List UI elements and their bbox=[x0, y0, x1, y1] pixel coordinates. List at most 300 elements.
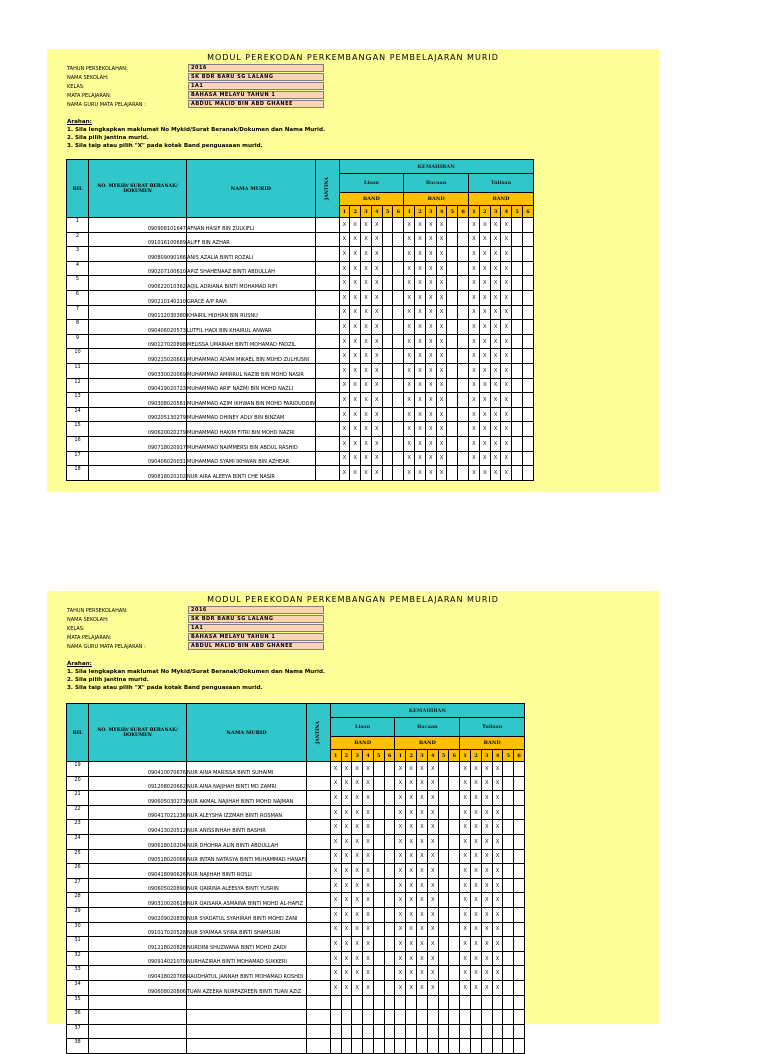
cell-band[interactable]: X bbox=[481, 980, 492, 995]
cell-band[interactable] bbox=[395, 995, 406, 1010]
cell-band[interactable]: X bbox=[350, 218, 361, 233]
cell-band[interactable]: X bbox=[341, 878, 352, 893]
cell-band[interactable]: X bbox=[395, 980, 406, 995]
cell-band[interactable]: X bbox=[425, 349, 436, 364]
cell-band[interactable]: X bbox=[371, 305, 382, 320]
cell-band[interactable] bbox=[492, 995, 503, 1010]
cell-band[interactable]: X bbox=[427, 980, 438, 995]
cell-band[interactable]: X bbox=[417, 791, 428, 806]
cell-band[interactable] bbox=[393, 232, 404, 247]
cell-band[interactable] bbox=[447, 466, 458, 481]
cell-band[interactable]: X bbox=[425, 232, 436, 247]
cell-band[interactable]: X bbox=[490, 436, 501, 451]
cell-band[interactable]: X bbox=[479, 290, 490, 305]
cell-band[interactable] bbox=[512, 466, 523, 481]
cell-band[interactable] bbox=[458, 305, 469, 320]
cell-band[interactable]: X bbox=[404, 407, 415, 422]
cell-band[interactable]: X bbox=[404, 349, 415, 364]
cell-band[interactable]: X bbox=[492, 864, 503, 879]
cell-band[interactable]: X bbox=[427, 791, 438, 806]
cell-band[interactable] bbox=[447, 422, 458, 437]
cell-band[interactable]: X bbox=[371, 451, 382, 466]
cell-band[interactable] bbox=[458, 422, 469, 437]
cell-band[interactable] bbox=[447, 349, 458, 364]
cell-band[interactable]: X bbox=[339, 407, 350, 422]
cell-mykid[interactable]: 090418020768 bbox=[89, 966, 187, 981]
cell-band[interactable] bbox=[447, 305, 458, 320]
cell-band[interactable] bbox=[503, 834, 514, 849]
cell-band[interactable]: X bbox=[361, 305, 372, 320]
cell-band[interactable] bbox=[393, 436, 404, 451]
cell-band[interactable] bbox=[523, 305, 534, 320]
cell-band[interactable]: X bbox=[501, 422, 512, 437]
info-value-sekolah[interactable]: SK BDR BARU SG LALANG bbox=[188, 615, 324, 623]
cell-band[interactable] bbox=[503, 864, 514, 879]
cell-band[interactable]: X bbox=[339, 451, 350, 466]
cell-band[interactable]: X bbox=[371, 466, 382, 481]
cell-band[interactable]: X bbox=[341, 762, 352, 777]
cell-band[interactable]: X bbox=[352, 834, 363, 849]
cell-band[interactable]: X bbox=[415, 349, 426, 364]
cell-band[interactable] bbox=[438, 1039, 449, 1054]
cell-mykid[interactable]: 090818020202 bbox=[89, 466, 187, 481]
cell-band[interactable]: X bbox=[471, 893, 482, 908]
cell-band[interactable] bbox=[438, 805, 449, 820]
cell-band[interactable]: X bbox=[415, 334, 426, 349]
cell-nama[interactable]: GRACE A/P RAVI bbox=[187, 290, 316, 305]
cell-band[interactable]: X bbox=[469, 407, 480, 422]
cell-band[interactable] bbox=[438, 922, 449, 937]
cell-nama[interactable]: NUR AINA MARISSA BINTI SUHAIMI bbox=[187, 762, 307, 777]
cell-band[interactable]: X bbox=[361, 276, 372, 291]
cell-band[interactable]: X bbox=[415, 276, 426, 291]
cell-band[interactable]: X bbox=[501, 247, 512, 262]
cell-band[interactable] bbox=[393, 320, 404, 335]
cell-band[interactable]: X bbox=[425, 422, 436, 437]
cell-band[interactable]: X bbox=[469, 232, 480, 247]
cell-band[interactable] bbox=[471, 1024, 482, 1039]
cell-band[interactable]: X bbox=[350, 320, 361, 335]
cell-band[interactable]: X bbox=[490, 261, 501, 276]
cell-band[interactable] bbox=[447, 451, 458, 466]
cell-nama[interactable]: MUHAMMAD ARIF NAZMI BIN MOHD NAZLI bbox=[187, 378, 316, 393]
cell-band[interactable] bbox=[373, 864, 384, 879]
cell-band[interactable]: X bbox=[404, 334, 415, 349]
cell-band[interactable]: X bbox=[406, 791, 417, 806]
cell-band[interactable]: X bbox=[330, 966, 341, 981]
cell-band[interactable] bbox=[438, 1024, 449, 1039]
cell-band[interactable]: X bbox=[406, 878, 417, 893]
cell-band[interactable]: X bbox=[492, 893, 503, 908]
cell-band[interactable] bbox=[393, 363, 404, 378]
cell-nama[interactable] bbox=[187, 1024, 307, 1039]
cell-band[interactable] bbox=[384, 849, 395, 864]
cell-mykid[interactable]: 091017020528 bbox=[89, 922, 187, 937]
cell-band[interactable]: X bbox=[501, 466, 512, 481]
cell-band[interactable] bbox=[523, 451, 534, 466]
cell-band[interactable]: X bbox=[341, 893, 352, 908]
cell-nama[interactable]: NUR SYADATUL SYAHIRAH BINTI MOHD ZANI bbox=[187, 907, 307, 922]
cell-band[interactable]: X bbox=[471, 849, 482, 864]
cell-band[interactable]: X bbox=[341, 864, 352, 879]
cell-nama[interactable]: NUR AIRA ALEEYA BINTI CHE NASIR bbox=[187, 466, 316, 481]
cell-band[interactable] bbox=[512, 218, 523, 233]
cell-mykid[interactable]: 090310020618 bbox=[89, 893, 187, 908]
cell-band[interactable] bbox=[447, 247, 458, 262]
cell-band[interactable]: X bbox=[501, 276, 512, 291]
cell-band[interactable]: X bbox=[425, 466, 436, 481]
cell-jantina[interactable] bbox=[306, 966, 330, 981]
cell-band[interactable]: X bbox=[492, 776, 503, 791]
cell-band[interactable] bbox=[523, 320, 534, 335]
cell-band[interactable] bbox=[382, 261, 393, 276]
cell-band[interactable] bbox=[363, 1024, 374, 1039]
cell-band[interactable]: X bbox=[417, 849, 428, 864]
cell-band[interactable]: X bbox=[361, 247, 372, 262]
cell-jantina[interactable] bbox=[306, 864, 330, 879]
cell-band[interactable]: X bbox=[371, 407, 382, 422]
cell-band[interactable]: X bbox=[339, 247, 350, 262]
cell-band[interactable] bbox=[471, 1039, 482, 1054]
cell-jantina[interactable] bbox=[315, 232, 339, 247]
cell-band[interactable]: X bbox=[371, 334, 382, 349]
cell-band[interactable]: X bbox=[404, 422, 415, 437]
cell-band[interactable]: X bbox=[350, 247, 361, 262]
cell-band[interactable] bbox=[458, 247, 469, 262]
cell-band[interactable] bbox=[503, 805, 514, 820]
cell-band[interactable]: X bbox=[350, 232, 361, 247]
cell-band[interactable]: X bbox=[469, 261, 480, 276]
cell-band[interactable]: X bbox=[352, 907, 363, 922]
cell-band[interactable] bbox=[481, 995, 492, 1010]
cell-band[interactable]: X bbox=[395, 864, 406, 879]
cell-band[interactable] bbox=[514, 791, 525, 806]
cell-band[interactable] bbox=[512, 334, 523, 349]
cell-band[interactable]: X bbox=[339, 422, 350, 437]
cell-band[interactable]: X bbox=[406, 980, 417, 995]
cell-band[interactable]: X bbox=[436, 451, 447, 466]
cell-band[interactable] bbox=[449, 820, 460, 835]
cell-band[interactable]: X bbox=[363, 907, 374, 922]
cell-band[interactable] bbox=[393, 261, 404, 276]
cell-band[interactable]: X bbox=[341, 980, 352, 995]
cell-band[interactable] bbox=[458, 320, 469, 335]
cell-band[interactable]: X bbox=[330, 937, 341, 952]
cell-band[interactable]: X bbox=[490, 247, 501, 262]
cell-jantina[interactable] bbox=[306, 907, 330, 922]
cell-jantina[interactable] bbox=[315, 363, 339, 378]
cell-band[interactable] bbox=[512, 407, 523, 422]
cell-band[interactable] bbox=[373, 762, 384, 777]
cell-band[interactable]: X bbox=[425, 218, 436, 233]
cell-band[interactable]: X bbox=[427, 966, 438, 981]
cell-band[interactable]: X bbox=[371, 290, 382, 305]
cell-mykid[interactable] bbox=[89, 995, 187, 1010]
cell-band[interactable]: X bbox=[492, 834, 503, 849]
cell-band[interactable]: X bbox=[352, 951, 363, 966]
cell-band[interactable]: X bbox=[339, 261, 350, 276]
cell-band[interactable]: X bbox=[492, 820, 503, 835]
cell-band[interactable] bbox=[512, 349, 523, 364]
cell-jantina[interactable] bbox=[306, 893, 330, 908]
cell-jantina[interactable] bbox=[306, 995, 330, 1010]
cell-band[interactable]: X bbox=[490, 305, 501, 320]
cell-band[interactable] bbox=[352, 1024, 363, 1039]
cell-band[interactable]: X bbox=[330, 864, 341, 879]
cell-band[interactable]: X bbox=[427, 893, 438, 908]
cell-band[interactable] bbox=[503, 820, 514, 835]
cell-band[interactable] bbox=[523, 363, 534, 378]
cell-jantina[interactable] bbox=[315, 466, 339, 481]
cell-mykid[interactable]: 090308020561 bbox=[89, 393, 187, 408]
cell-band[interactable]: X bbox=[395, 762, 406, 777]
cell-band[interactable]: X bbox=[363, 980, 374, 995]
cell-band[interactable]: X bbox=[436, 276, 447, 291]
cell-band[interactable] bbox=[393, 349, 404, 364]
cell-band[interactable] bbox=[382, 451, 393, 466]
cell-band[interactable]: X bbox=[350, 363, 361, 378]
cell-band[interactable]: X bbox=[415, 290, 426, 305]
cell-band[interactable]: X bbox=[339, 378, 350, 393]
cell-band[interactable] bbox=[447, 290, 458, 305]
cell-band[interactable]: X bbox=[406, 849, 417, 864]
cell-band[interactable]: X bbox=[427, 820, 438, 835]
cell-band[interactable]: X bbox=[469, 363, 480, 378]
cell-band[interactable]: X bbox=[427, 922, 438, 937]
cell-mykid[interactable]: 090605030273 bbox=[89, 791, 187, 806]
cell-band[interactable]: X bbox=[479, 247, 490, 262]
cell-band[interactable]: X bbox=[371, 247, 382, 262]
cell-band[interactable]: X bbox=[479, 334, 490, 349]
cell-band[interactable] bbox=[512, 320, 523, 335]
cell-band[interactable]: X bbox=[350, 290, 361, 305]
cell-band[interactable] bbox=[514, 980, 525, 995]
cell-mykid[interactable]: 090112030380 bbox=[89, 305, 187, 320]
cell-band[interactable]: X bbox=[350, 261, 361, 276]
cell-band[interactable]: X bbox=[490, 276, 501, 291]
cell-band[interactable] bbox=[373, 937, 384, 952]
cell-band[interactable] bbox=[393, 218, 404, 233]
cell-band[interactable] bbox=[447, 378, 458, 393]
cell-band[interactable] bbox=[373, 966, 384, 981]
cell-band[interactable] bbox=[458, 261, 469, 276]
cell-band[interactable] bbox=[514, 762, 525, 777]
cell-band[interactable] bbox=[458, 407, 469, 422]
cell-band[interactable]: X bbox=[427, 805, 438, 820]
cell-band[interactable]: X bbox=[330, 791, 341, 806]
cell-band[interactable]: X bbox=[395, 834, 406, 849]
cell-band[interactable] bbox=[447, 363, 458, 378]
cell-band[interactable]: X bbox=[404, 466, 415, 481]
cell-band[interactable] bbox=[523, 261, 534, 276]
cell-nama[interactable] bbox=[187, 1010, 307, 1025]
cell-band[interactable]: X bbox=[363, 762, 374, 777]
cell-nama[interactable]: AQIL ADRIANA BINTI MOHAMAD RIFI bbox=[187, 276, 316, 291]
cell-band[interactable]: X bbox=[490, 290, 501, 305]
cell-band[interactable] bbox=[438, 980, 449, 995]
cell-band[interactable]: X bbox=[469, 436, 480, 451]
cell-band[interactable]: X bbox=[341, 791, 352, 806]
cell-band[interactable]: X bbox=[460, 878, 471, 893]
cell-band[interactable]: X bbox=[330, 922, 341, 937]
cell-band[interactable] bbox=[523, 334, 534, 349]
cell-band[interactable]: X bbox=[490, 378, 501, 393]
cell-band[interactable]: X bbox=[427, 937, 438, 952]
cell-band[interactable] bbox=[523, 407, 534, 422]
cell-band[interactable] bbox=[503, 995, 514, 1010]
cell-band[interactable] bbox=[458, 349, 469, 364]
cell-mykid[interactable]: 090209020830 bbox=[89, 907, 187, 922]
cell-band[interactable]: X bbox=[501, 290, 512, 305]
cell-band[interactable]: X bbox=[460, 864, 471, 879]
cell-band[interactable] bbox=[393, 247, 404, 262]
cell-band[interactable]: X bbox=[404, 436, 415, 451]
cell-band[interactable]: X bbox=[350, 422, 361, 437]
cell-band[interactable]: X bbox=[361, 436, 372, 451]
cell-band[interactable] bbox=[382, 247, 393, 262]
cell-band[interactable]: X bbox=[471, 907, 482, 922]
cell-band[interactable]: X bbox=[436, 378, 447, 393]
cell-band[interactable] bbox=[503, 922, 514, 937]
cell-nama[interactable]: NUR SYAIMAA SYIRA BINTI SHAMSURI bbox=[187, 922, 307, 937]
cell-band[interactable]: X bbox=[490, 334, 501, 349]
cell-band[interactable]: X bbox=[492, 762, 503, 777]
cell-band[interactable]: X bbox=[471, 878, 482, 893]
cell-band[interactable]: X bbox=[469, 349, 480, 364]
cell-band[interactable]: X bbox=[371, 218, 382, 233]
cell-jantina[interactable] bbox=[306, 762, 330, 777]
cell-band[interactable] bbox=[417, 1039, 428, 1054]
cell-band[interactable]: X bbox=[371, 320, 382, 335]
cell-band[interactable]: X bbox=[471, 820, 482, 835]
cell-band[interactable]: X bbox=[339, 436, 350, 451]
cell-mykid[interactable]: 090413020512 bbox=[89, 820, 187, 835]
cell-band[interactable]: X bbox=[490, 320, 501, 335]
cell-band[interactable]: X bbox=[371, 261, 382, 276]
cell-band[interactable]: X bbox=[395, 791, 406, 806]
cell-band[interactable]: X bbox=[341, 922, 352, 937]
cell-nama[interactable]: MUHAMMAD DHINEY ADLY BIN BINZAM bbox=[187, 407, 316, 422]
cell-band[interactable] bbox=[514, 907, 525, 922]
cell-band[interactable]: X bbox=[417, 907, 428, 922]
cell-band[interactable]: X bbox=[339, 305, 350, 320]
cell-jantina[interactable] bbox=[315, 320, 339, 335]
cell-mykid[interactable]: 090618010204 bbox=[89, 834, 187, 849]
cell-band[interactable] bbox=[523, 378, 534, 393]
cell-band[interactable] bbox=[447, 276, 458, 291]
cell-band[interactable]: X bbox=[479, 305, 490, 320]
cell-band[interactable]: X bbox=[490, 451, 501, 466]
cell-band[interactable]: X bbox=[481, 966, 492, 981]
cell-nama[interactable]: NUR INTAN NATASYA BINTI MUHAMMAD HANAFI bbox=[187, 849, 307, 864]
cell-band[interactable]: X bbox=[363, 937, 374, 952]
cell-band[interactable] bbox=[438, 834, 449, 849]
cell-band[interactable]: X bbox=[501, 378, 512, 393]
cell-nama[interactable]: NURHAZIRAH BINTI MOHAMAD SUKKERI bbox=[187, 951, 307, 966]
cell-band[interactable] bbox=[492, 1024, 503, 1039]
cell-band[interactable]: X bbox=[361, 451, 372, 466]
cell-nama[interactable]: NUR ALEYSHA IZZMAH BINTI ROSMAN bbox=[187, 805, 307, 820]
cell-jantina[interactable] bbox=[306, 1024, 330, 1039]
cell-band[interactable]: X bbox=[330, 820, 341, 835]
cell-band[interactable] bbox=[449, 762, 460, 777]
cell-jantina[interactable] bbox=[315, 276, 339, 291]
cell-jantina[interactable] bbox=[306, 776, 330, 791]
cell-band[interactable] bbox=[363, 995, 374, 1010]
cell-band[interactable] bbox=[458, 393, 469, 408]
cell-band[interactable]: X bbox=[363, 893, 374, 908]
cell-band[interactable]: X bbox=[417, 966, 428, 981]
cell-band[interactable]: X bbox=[350, 334, 361, 349]
cell-nama[interactable]: ANIS AZALIA BINTI ROZALI bbox=[187, 247, 316, 262]
cell-band[interactable]: X bbox=[361, 378, 372, 393]
cell-band[interactable]: X bbox=[395, 893, 406, 908]
cell-band[interactable]: X bbox=[427, 864, 438, 879]
cell-band[interactable] bbox=[503, 1010, 514, 1025]
cell-nama[interactable]: TUAN AZEERA NURFAZREEN BINTI TUAN AZIZ bbox=[187, 980, 307, 995]
cell-band[interactable]: X bbox=[406, 805, 417, 820]
cell-band[interactable]: X bbox=[350, 393, 361, 408]
cell-band[interactable]: X bbox=[350, 466, 361, 481]
cell-band[interactable]: X bbox=[339, 334, 350, 349]
cell-band[interactable]: X bbox=[427, 762, 438, 777]
cell-band[interactable] bbox=[382, 276, 393, 291]
cell-band[interactable]: X bbox=[395, 922, 406, 937]
cell-band[interactable]: X bbox=[352, 762, 363, 777]
cell-band[interactable] bbox=[393, 290, 404, 305]
cell-band[interactable] bbox=[373, 907, 384, 922]
cell-band[interactable]: X bbox=[395, 966, 406, 981]
cell-band[interactable] bbox=[330, 1024, 341, 1039]
cell-band[interactable] bbox=[523, 290, 534, 305]
cell-band[interactable]: X bbox=[330, 849, 341, 864]
cell-band[interactable] bbox=[481, 1010, 492, 1025]
cell-band[interactable] bbox=[384, 864, 395, 879]
cell-band[interactable]: X bbox=[361, 363, 372, 378]
cell-band[interactable]: X bbox=[469, 422, 480, 437]
cell-band[interactable] bbox=[514, 776, 525, 791]
cell-band[interactable]: X bbox=[492, 980, 503, 995]
cell-jantina[interactable] bbox=[306, 1039, 330, 1054]
cell-band[interactable] bbox=[393, 466, 404, 481]
cell-mykid[interactable]: 090410070676 bbox=[89, 762, 187, 777]
cell-band[interactable]: X bbox=[339, 393, 350, 408]
cell-band[interactable] bbox=[352, 995, 363, 1010]
cell-band[interactable]: X bbox=[330, 776, 341, 791]
cell-band[interactable]: X bbox=[501, 349, 512, 364]
cell-mykid[interactable]: 090207100610 bbox=[89, 261, 187, 276]
cell-band[interactable] bbox=[523, 232, 534, 247]
cell-band[interactable] bbox=[460, 1024, 471, 1039]
cell-band[interactable]: X bbox=[395, 937, 406, 952]
cell-band[interactable]: X bbox=[479, 436, 490, 451]
cell-band[interactable]: X bbox=[492, 951, 503, 966]
cell-band[interactable]: X bbox=[352, 966, 363, 981]
cell-band[interactable]: X bbox=[436, 407, 447, 422]
cell-mykid[interactable]: 090908101647 bbox=[89, 218, 187, 233]
cell-band[interactable]: X bbox=[436, 422, 447, 437]
cell-band[interactable]: X bbox=[361, 320, 372, 335]
cell-band[interactable]: X bbox=[479, 232, 490, 247]
cell-band[interactable] bbox=[373, 1039, 384, 1054]
cell-band[interactable]: X bbox=[481, 878, 492, 893]
cell-band[interactable] bbox=[330, 1039, 341, 1054]
cell-band[interactable]: X bbox=[479, 451, 490, 466]
cell-band[interactable] bbox=[458, 232, 469, 247]
cell-band[interactable] bbox=[438, 791, 449, 806]
cell-band[interactable] bbox=[438, 893, 449, 908]
cell-band[interactable]: X bbox=[406, 864, 417, 879]
